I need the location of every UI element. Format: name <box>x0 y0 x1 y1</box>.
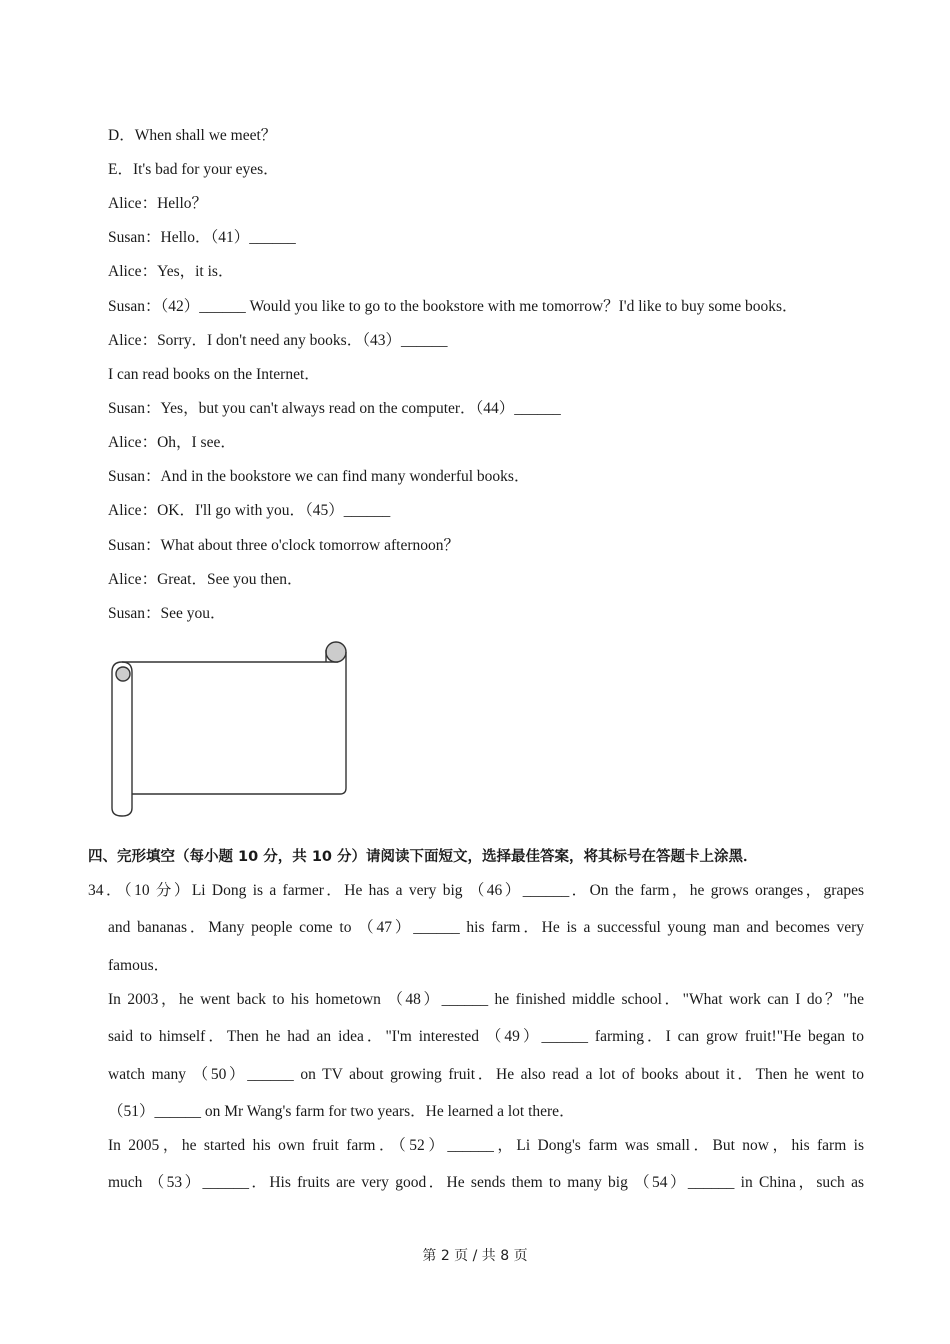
dialogue-line: Susan：（42）______ Would you like to go to the bookstore with me tomorrow？I'd like to buy some books． <box>108 298 798 315</box>
passage-line: In 2003，he went back to his hometown （48）______ he finished middle school．"What work can I do？"he <box>108 991 864 1008</box>
passage-line: famous． <box>108 957 170 974</box>
dialogue-line: Susan：What about three o'clock tomorrow afternoon？ <box>108 537 460 554</box>
option-e: E．It's bad for your eyes． <box>108 161 279 178</box>
passage-line: （51）______ on Mr Wang's farm for two years．He learned a lot there． <box>108 1103 575 1120</box>
passage-line: said to himself．Then he had an idea．"I'm interested （49）______ farming．I can grow fruit!"He began to <box>108 1028 864 1045</box>
page-footer: 第 2 页 / 共 8 页 <box>422 1248 528 1264</box>
passage-line: 34．（10 分）Li Dong is a farmer．He has a very big （46）______．On the farm，he grows oranges，grapes <box>88 882 864 899</box>
dialogue-line: Alice：Oh，I see． <box>108 434 236 451</box>
dialogue-line: Alice：Sorry．I don't need any books．（43）______ <box>108 332 448 349</box>
passage-line: and bananas．Many people come to （47）______ his farm．He is a successful young man and becomes very <box>108 919 864 936</box>
option-d: D．When shall we meet？ <box>108 127 277 144</box>
dialogue-line: I can read books on the Internet． <box>108 366 320 383</box>
dialogue-line: Susan：And in the bookstore we can find many wonderful books． <box>108 468 530 485</box>
dialogue-line: Susan：Hello．（41）______ <box>108 229 296 246</box>
dialogue-line: Alice：OK．I'll go with you．（45）______ <box>108 502 391 519</box>
dialogue-line: Susan：Yes，but you can't always read on the computer．（44）______ <box>108 400 561 417</box>
dialogue-line: Alice：Hello？ <box>108 195 208 212</box>
dialogue-line: Susan：See you． <box>108 605 226 622</box>
passage-line: In 2005，he started his own fruit farm．（52）______，Li Dong's farm was small．But now，his farm is <box>108 1137 864 1154</box>
passage-line: much （53）______．His fruits are very good．He sends them to many big （54）______ in China，such as <box>108 1174 864 1191</box>
scroll-illustration <box>106 636 352 822</box>
dialogue-line: Alice：Yes，it is． <box>108 263 234 280</box>
dialogue-line: Alice：Great．See you then． <box>108 571 303 588</box>
section-heading: 四、完形填空（每小题 10 分，共 10 分）请阅读下面短文，选择最佳答案，将其标号在答题卡上涂黑． <box>88 849 758 865</box>
passage-line: watch many （50）______ on TV about growing fruit．He also read a lot of books about it．Then he went to <box>108 1066 864 1083</box>
